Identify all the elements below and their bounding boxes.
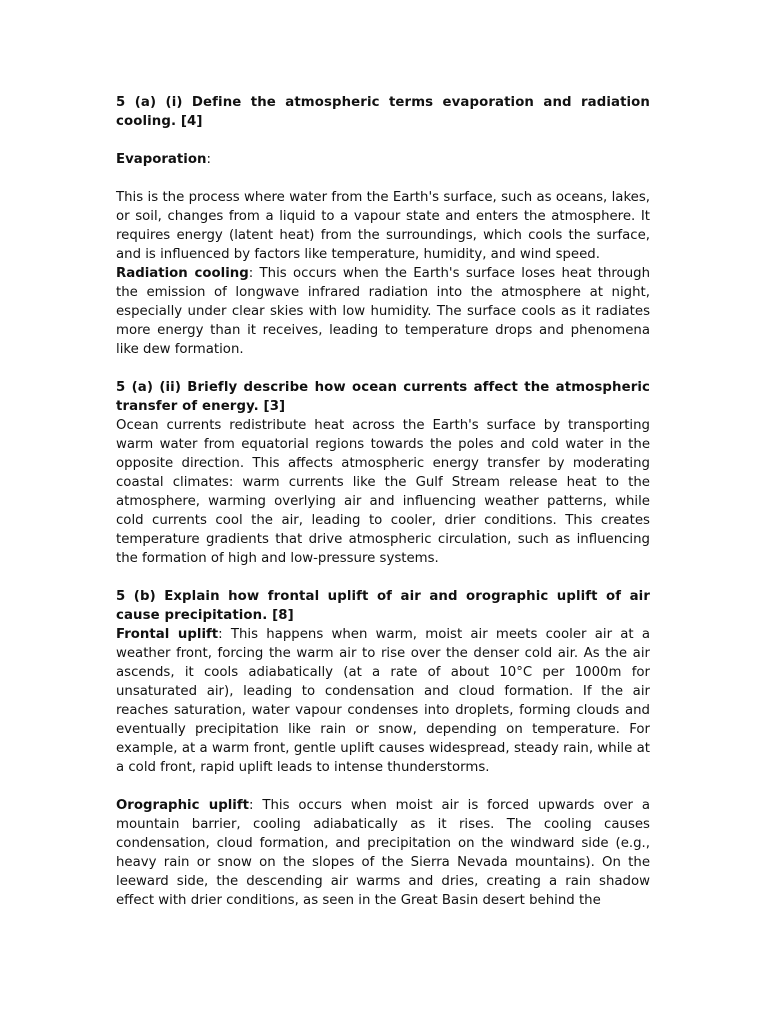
paragraph-gap bbox=[116, 169, 650, 188]
ocean-currents-answer: Ocean currents redistribute heat across the Earth's surface by transporting warm water from equatorial regions towards the poles and cold water in the opposite direction. This affects atmospheric energy transfer by moderating coastal climates: warm currents like the Gulf Stream release heat to the atmosphere, warming overlying air and influencing weather patterns, while cold currents cool the air, leading to cooler, drier conditions. This creates temperature gradients that drive atmospheric circulation, such as influencing the formation of high and low-pressure systems. bbox=[116, 418, 650, 566]
evaporation-definition: This is the process where water from the Earth's surface, such as oceans, lakes, or soil, changes from a liquid to a vapour state and enters the atmosphere. It requires energy (latent heat) from the surroundings, which cools the surface, and is influenced by factors like temperature, humidity, and wind speed. bbox=[116, 190, 650, 262]
evaporation-heading-suffix: : bbox=[206, 152, 211, 167]
paragraph-gap bbox=[116, 568, 650, 587]
document-body bbox=[116, 93, 650, 910]
question-5a-i: 5 (a) (i) Define the atmospheric terms evaporation and radiation cooling. [4] bbox=[116, 95, 650, 129]
evaporation-heading: Evaporation bbox=[116, 152, 207, 167]
orographic-uplift-term: Orographic uplift bbox=[116, 798, 249, 813]
paragraph-gap bbox=[116, 131, 650, 150]
question-5b: 5 (b) Explain how frontal uplift of air and orographic uplift of air cause precipitation. [8] bbox=[116, 589, 650, 623]
radiation-cooling-text: : This occurs when the Earth's surface loses heat through the emission of longwave infrared radiation into the atmosphere at night, especially under clear skies with low humidity. The surface cools as it radiates more energy than it receives, leading to temperature drops and phenomena like dew formation. bbox=[116, 266, 650, 357]
evaporation-heading-line bbox=[116, 150, 650, 169]
frontal-uplift-paragraph bbox=[116, 625, 650, 777]
question-5a-ii: 5 (a) (ii) Briefly describe how ocean currents affect the atmospheric transfer of energy. [3] bbox=[116, 380, 650, 414]
frontal-uplift-text: : This happens when warm, moist air meets cooler air at a weather front, forcing the warm air to rise over the denser cold air. As the air ascends, it cools adiabatically (at a rate of about 10°C per 1000m for unsaturated air), leading to condensation and cloud formation. If the air reaches saturation, water vapour condenses into droplets, forming clouds and eventually precipitation like rain or snow, depending on temperature. For example, at a warm front, gentle uplift causes widespread, steady rain, while at a cold front, rapid uplift leads to intense thunderstorms. bbox=[116, 627, 650, 775]
frontal-uplift-term: Frontal uplift bbox=[116, 627, 219, 642]
orographic-uplift-paragraph bbox=[116, 796, 650, 910]
paragraph-gap bbox=[116, 777, 650, 796]
radiation-cooling-term: Radiation cooling bbox=[116, 266, 249, 281]
radiation-cooling-definition bbox=[116, 264, 650, 359]
paragraph-gap bbox=[116, 359, 650, 378]
orographic-uplift-text: : This occurs when moist air is forced upwards over a mountain barrier, cooling adiabatically as it rises. The cooling causes condensation, cloud formation, and precipitation on the windward side (e.g., heavy rain or snow on the slopes of the Sierra Nevada mountains). On the leeward side, the descending air warms and dries, creating a rain shadow effect with drier conditions, as seen in the Great Basin desert behind the bbox=[116, 798, 650, 908]
